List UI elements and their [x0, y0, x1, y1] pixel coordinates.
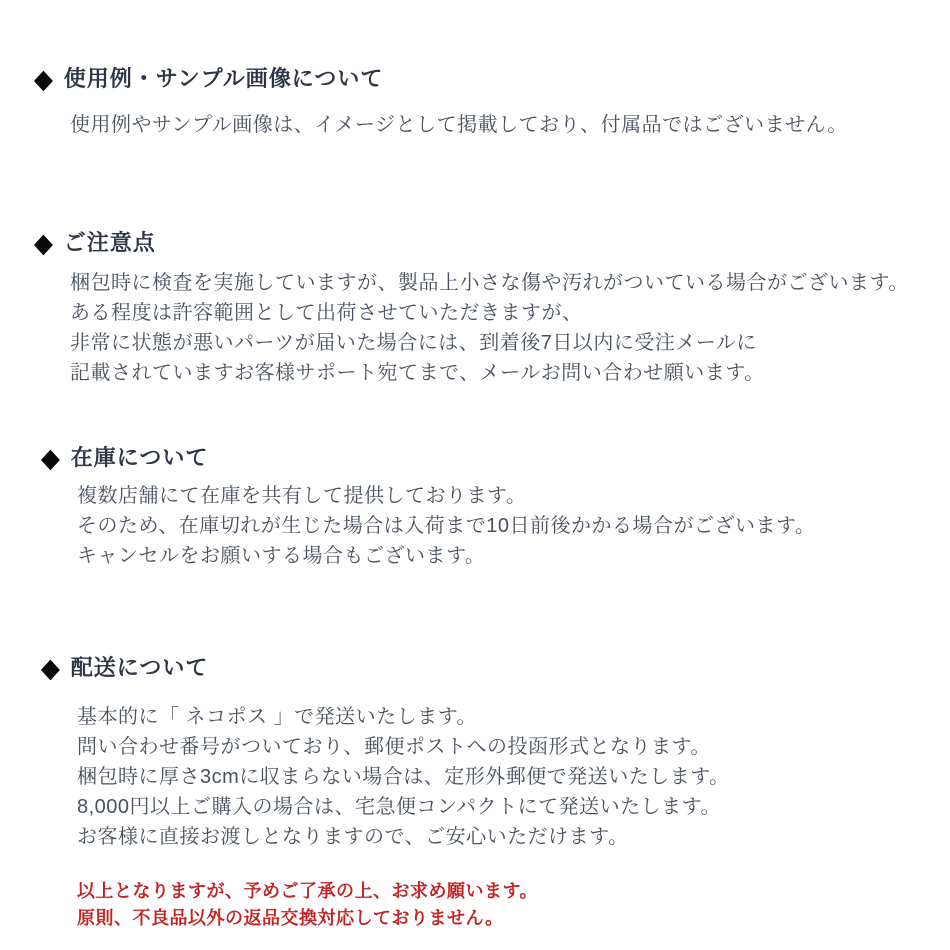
body-line: 基本的に「 ネコポス 」で発送いたします。: [77, 706, 478, 728]
section-heading-row: [33, 228, 950, 258]
section-body: [70, 110, 950, 140]
section-body: [70, 268, 950, 388]
warning-line: 原則、不良品以外の返品交換対応しておりません。: [77, 908, 504, 928]
section-title: 在庫について: [70, 445, 209, 470]
diamond-bullet-icon: ◆: [40, 442, 60, 473]
body-line: キャンセルをお願いする場合もございます。: [77, 545, 486, 567]
body-line: お客様に直接お渡しとなりますので、ご安心いただけます。: [77, 826, 629, 848]
body-line: そのため、在庫切れが生じた場合は入荷まで10日前後かかる場合がございます。: [77, 515, 816, 537]
section-cautions: [0, 228, 950, 388]
body-line: 使用例やサンプル画像は、イメージとして掲載しており、付属品ではございません。: [70, 114, 848, 136]
diamond-bullet-icon: ◆: [33, 63, 53, 94]
warning-note: [77, 878, 950, 932]
body-line: 梱包時に検査を実施していますが、製品上小さな傷や汚れがついている場合がございます。: [70, 272, 909, 294]
diamond-bullet-icon: ◆: [33, 227, 53, 258]
body-line: 8,000円以上ご購入の場合は、宅急便コンパクトにて発送いたします。: [77, 796, 722, 818]
section-title: ご注意点: [63, 230, 156, 255]
section-stock: [0, 443, 950, 571]
body-line: 記載されていますお客様サポート宛てまで、メールお問い合わせ願います。: [70, 362, 765, 384]
section-title: 配送について: [70, 655, 209, 680]
section-heading-row: [40, 443, 950, 473]
section-heading-row: [33, 64, 950, 94]
section-body: [77, 481, 950, 571]
section-sample-images: [0, 64, 950, 140]
body-line: 梱包時に厚さ3cmに収まらない場合は、定形外郵便で発送いたします。: [77, 766, 730, 788]
section-shipping: [0, 653, 950, 852]
section-body: [77, 702, 950, 852]
body-line: 問い合わせ番号がついており、郵便ポストへの投函形式となります。: [77, 736, 711, 758]
section-heading-row: [40, 653, 950, 683]
body-line: ある程度は許容範囲として出荷させていただきますが、: [70, 302, 583, 324]
warning-line: 以上となりますが、予めご了承の上、お求め願います。: [77, 881, 539, 901]
body-line: 複数店舗にて在庫を共有して提供しております。: [77, 485, 527, 507]
section-title: 使用例・サンプル画像について: [63, 66, 384, 91]
diamond-bullet-icon: ◆: [40, 652, 60, 683]
body-line: 非常に状態が悪いパーツが届いた場合には、到着後7日以内に受注メールに: [70, 332, 757, 354]
